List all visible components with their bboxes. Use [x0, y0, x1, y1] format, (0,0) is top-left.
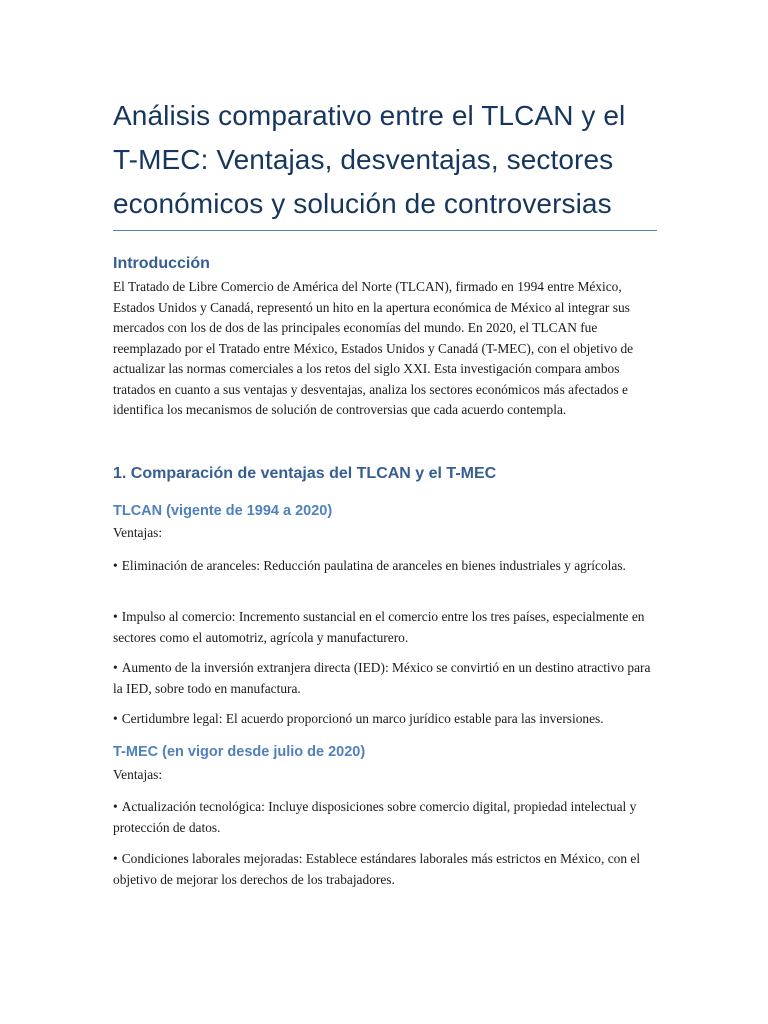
tlcan-bullet-1 [113, 556, 657, 577]
bullet-text: Eliminación de aranceles: Reducción paulatina de aranceles en bienes industriales y agrícolas. [121, 558, 626, 573]
tmec-heading: T-MEC (en vigor desde julio de 2020) [113, 744, 366, 760]
bullet-marker: • [113, 799, 118, 814]
bullet-marker: • [113, 609, 118, 624]
bullet-marker: • [113, 851, 118, 866]
bullet-marker: • [113, 711, 118, 726]
intro-heading: Introducción [113, 255, 210, 272]
section-1-heading: 1. Comparación de ventajas del TLCAN y el T-MEC [113, 465, 497, 482]
tlcan-bullet-3 [113, 658, 657, 699]
bullet-marker: • [113, 660, 118, 675]
bullet-text: Condiciones laborales mejoradas: Establece estándares laborales más estrictos en México, con el objetivo de mejorar los derechos de los trabajadores. [113, 851, 641, 887]
tmec-bullet-1 [113, 797, 657, 838]
document-title: Análisis comparativo entre el TLCAN y el T-MEC: Ventajas, desventajas, sectores económicos y solución de controversias [113, 0, 657, 231]
bullet-marker: • [113, 558, 118, 573]
document-page [113, 0, 657, 887]
intro-paragraph: El Tratado de Libre Comercio de América del Norte (TLCAN), firmado en 1994 entre México, Estados Unidos y Canadá, representó un hito en la apertura económica de México al integrar sus mercados con los de dos de las principales economías del mundo. En 2020, el TLCAN fue reemplazado por el Tratado entre México, Estados Unidos y Canadá (T-MEC), con el objetivo de actualizar las normas comerciales a los retos del siglo XXI. Esta investigación compara ambos tratados en cuanto a sus ventajas y desventajas, analiza los sectores económicos más afectados e identifica los mecanismos de solución de controversias que cada acuerdo contempla. [113, 279, 634, 417]
tmec-advantages-label: Ventajas: [113, 767, 163, 782]
bullet-text: Certidumbre legal: El acuerdo proporcionó un marco jurídico estable para las inversiones. [121, 711, 604, 726]
tlcan-bullet-2 [113, 607, 657, 648]
bullet-text: Actualización tecnológica: Incluye disposiciones sobre comercio digital, propiedad intelectual y protección de datos. [113, 799, 637, 835]
tmec-bullet-2 [113, 849, 657, 890]
bullet-text: Impulso al comercio: Incremento sustancial en el comercio entre los tres países, especialmente en sectores como el automotriz, agrícola y manufacturero. [113, 609, 645, 645]
bullet-text: Aumento de la inversión extranjera directa (IED): México se convirtió en un destino atractivo para la IED, sobre todo en manufactura. [113, 660, 651, 696]
tlcan-advantages-label: Ventajas: [113, 525, 163, 540]
tlcan-heading: TLCAN (vigente de 1994 a 2020) [113, 503, 333, 519]
tlcan-bullet-4 [113, 709, 657, 730]
